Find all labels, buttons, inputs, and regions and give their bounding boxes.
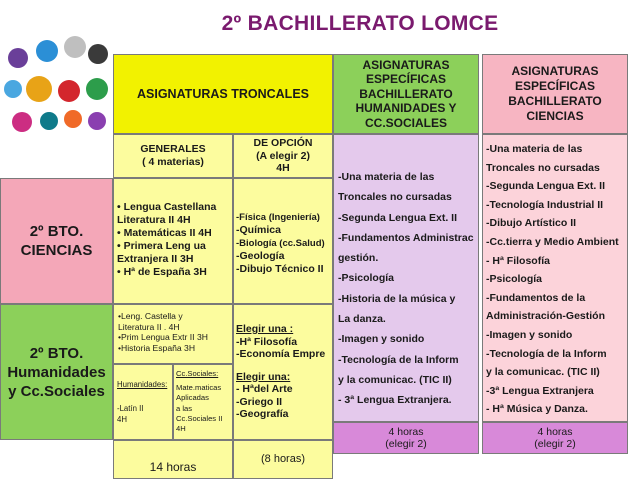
- generales-label: GENERALES: [140, 143, 206, 155]
- ciencias-course: 2º BTO.: [29, 223, 84, 240]
- greek-temple-icon: [64, 36, 86, 58]
- subject-item: Aplicadas: [176, 393, 209, 403]
- opcion-hours: 4H: [276, 162, 290, 175]
- subject-item: •Historia España 3H: [118, 342, 196, 353]
- troncales-header-label: ASIGNATURAS TRONCALES: [137, 87, 309, 101]
- opcion-rule: (A elegir 2): [256, 149, 310, 162]
- subject-item: -Imagen y sonido: [338, 333, 425, 346]
- paint-palette-icon: [86, 78, 108, 100]
- hum-opcion-list: [233, 304, 333, 440]
- footer-opcion-hours: [233, 440, 333, 479]
- generales-subheader: [113, 134, 233, 178]
- hum-humanidades-sub: [113, 364, 173, 440]
- troncales-header: [113, 54, 333, 134]
- hum-header-line: HUMANIDADES Y: [355, 101, 457, 116]
- choice-header: Elegir una:: [236, 370, 291, 383]
- subject-item: a las: [176, 403, 193, 413]
- hum-rule: (elegir 2): [385, 438, 427, 450]
- subject-item: -Fundamentos Administrac: [338, 231, 474, 244]
- microscope-icon: [36, 40, 58, 62]
- subject-item: -Segunda Lengua Ext. II: [486, 180, 606, 193]
- opcion-hours-total: (8 horas): [260, 453, 306, 465]
- subject-item: • Primera Leng ua: [117, 240, 232, 253]
- subject-item: -Geografía: [236, 408, 289, 420]
- subject-item: -Una materia de las: [338, 171, 435, 183]
- subject-item: Administración-Gestión: [486, 310, 606, 323]
- subject-item: -Imagen y sonido: [486, 328, 573, 341]
- hum-header-line: CC.SOCIALES: [364, 115, 447, 130]
- especificas-cie-header: [482, 54, 628, 134]
- row-label-ciencias: [0, 178, 113, 304]
- subject-item: -Griego II: [236, 395, 283, 408]
- subject-item: - Hª Música y Danza.: [486, 403, 588, 416]
- subject-item: -Hª Filosofía: [236, 335, 298, 348]
- humanidades-course: 2º BTO.: [29, 344, 84, 362]
- globe-icon: [40, 112, 58, 130]
- subject-item: •Leng. Castella y: [118, 311, 183, 321]
- book-icon: [12, 112, 32, 132]
- sub-header: Cc.Sociales:: [176, 369, 219, 378]
- subject-item: -Psicología: [338, 272, 395, 285]
- subject-item: -Física (Ingeniería): [236, 212, 320, 223]
- subject-item: -Segunda Lengua Ext. II: [338, 211, 458, 224]
- subject-item: -Una materia de las: [486, 143, 583, 155]
- subject-item: -Tecnología de la Inform: [338, 353, 459, 366]
- cie-header-line: ESPECÍFICAS: [514, 79, 595, 93]
- hum-hours: 4 horas: [388, 425, 424, 438]
- logo-collage: [2, 36, 112, 176]
- subject-item: - Hª Filosofía: [486, 254, 550, 267]
- subject-item: Cc.Sociales II: [176, 413, 223, 423]
- math-formula-icon: [88, 44, 108, 64]
- cie-hours: 4 horas: [537, 425, 573, 438]
- subject-item: •Prim Lengua Extr II 3H: [118, 332, 208, 342]
- music-note-icon: [58, 80, 80, 102]
- humanidades-branch: Humanidades: [7, 363, 106, 381]
- subject-item: -Tecnología Industrial II: [486, 198, 604, 211]
- atom-icon: [8, 48, 28, 68]
- ciencias-opcion-list: [233, 178, 333, 304]
- cie-especificas-list: [482, 134, 628, 422]
- subject-item: -Cc.tierra y Medio Ambient: [486, 235, 619, 248]
- subject-item: Literatura II . 4H: [118, 321, 180, 332]
- subject-item: - Hªdel Arte: [236, 383, 293, 395]
- flask-icon: [64, 110, 82, 128]
- subject-item: Mate.maticas: [176, 383, 222, 393]
- footer-cie-hours: [482, 422, 628, 454]
- subject-item: -Dibujo Técnico II: [236, 263, 324, 275]
- subject-item: Troncales no cursadas: [486, 161, 600, 174]
- subject-item: -Latín II: [117, 404, 144, 413]
- subject-item: • Lengua Castellana: [117, 201, 232, 214]
- generales-count: ( 4 materias): [142, 156, 204, 168]
- generales-hours: 14 horas: [149, 459, 197, 474]
- hum-ccsociales-sub: [173, 364, 233, 440]
- especificas-hum-header: [333, 54, 479, 134]
- footer-generales-hours: [113, 440, 233, 479]
- subject-item: -Tecnología de la Inform: [486, 347, 607, 360]
- cie-header-line: CIENCIAS: [526, 109, 584, 123]
- subject-item: • Matemáticas II 4H: [117, 227, 232, 240]
- opcion-label: DE OPCIÓN: [253, 137, 313, 150]
- hum-header-line: ESPECÍFICAS: [365, 72, 446, 87]
- subject-item: -Biología (cc.Salud): [236, 238, 325, 249]
- atom-icon: [88, 112, 106, 130]
- footer-hum-hours: [333, 422, 479, 454]
- page-title: 2º BACHILLERATO LOMCE: [221, 12, 499, 35]
- subject-item: y la comunicac. (TIC II): [338, 373, 452, 386]
- subject-item: Literatura II 4H: [117, 214, 191, 226]
- cie-rule: (elegir 2): [534, 438, 576, 450]
- subject-item: -3ª Lengua Extranjera: [486, 384, 594, 397]
- flask-icon: [26, 76, 52, 102]
- subject-item: -Dibujo Artístico II: [486, 217, 577, 230]
- subject-item: - 3ª Lengua Extranjera.: [338, 394, 452, 407]
- ciencias-generales-list: [113, 178, 233, 304]
- subject-item: -Fundamentos de la: [486, 291, 586, 304]
- subject-item: Troncales no cursadas: [338, 191, 452, 204]
- globe-icon: [4, 80, 22, 98]
- cie-header-line: BACHILLERATO: [508, 94, 602, 108]
- subject-item: -Economía Empre: [236, 348, 326, 360]
- cie-header-line: ASIGNATURAS: [511, 64, 599, 78]
- subject-item: -Química: [236, 224, 281, 236]
- hum-especificas-list: [333, 134, 479, 422]
- subject-item: gestión.: [338, 252, 379, 265]
- subject-item: y la comunicac. (TIC II): [486, 366, 600, 379]
- subject-item: -Geología: [236, 250, 285, 262]
- humanidades-branch-2: y Cc.Sociales: [8, 382, 105, 400]
- opcion-subheader: [233, 134, 333, 178]
- row-label-humanidades: [0, 304, 113, 440]
- ciencias-branch: CIENCIAS: [20, 242, 93, 259]
- subject-item: • Hª de España 3H: [117, 266, 232, 279]
- sub-header: Humanidades:: [117, 380, 168, 389]
- subject-item: -Psicología: [486, 273, 543, 286]
- subject-item: -Historia de la música y: [338, 292, 456, 305]
- hum-generales-list: [113, 304, 233, 364]
- subject-item: Extranjera II 3H: [117, 253, 194, 265]
- subject-item: La danza.: [338, 313, 386, 326]
- choice-header: Elegir una :: [236, 323, 294, 335]
- hum-header-line: ASIGNATURAS: [362, 57, 450, 72]
- hum-header-line: BACHILLERATO: [359, 86, 453, 101]
- subject-item: 4H: [117, 415, 127, 424]
- subject-item: 4H: [176, 424, 186, 434]
